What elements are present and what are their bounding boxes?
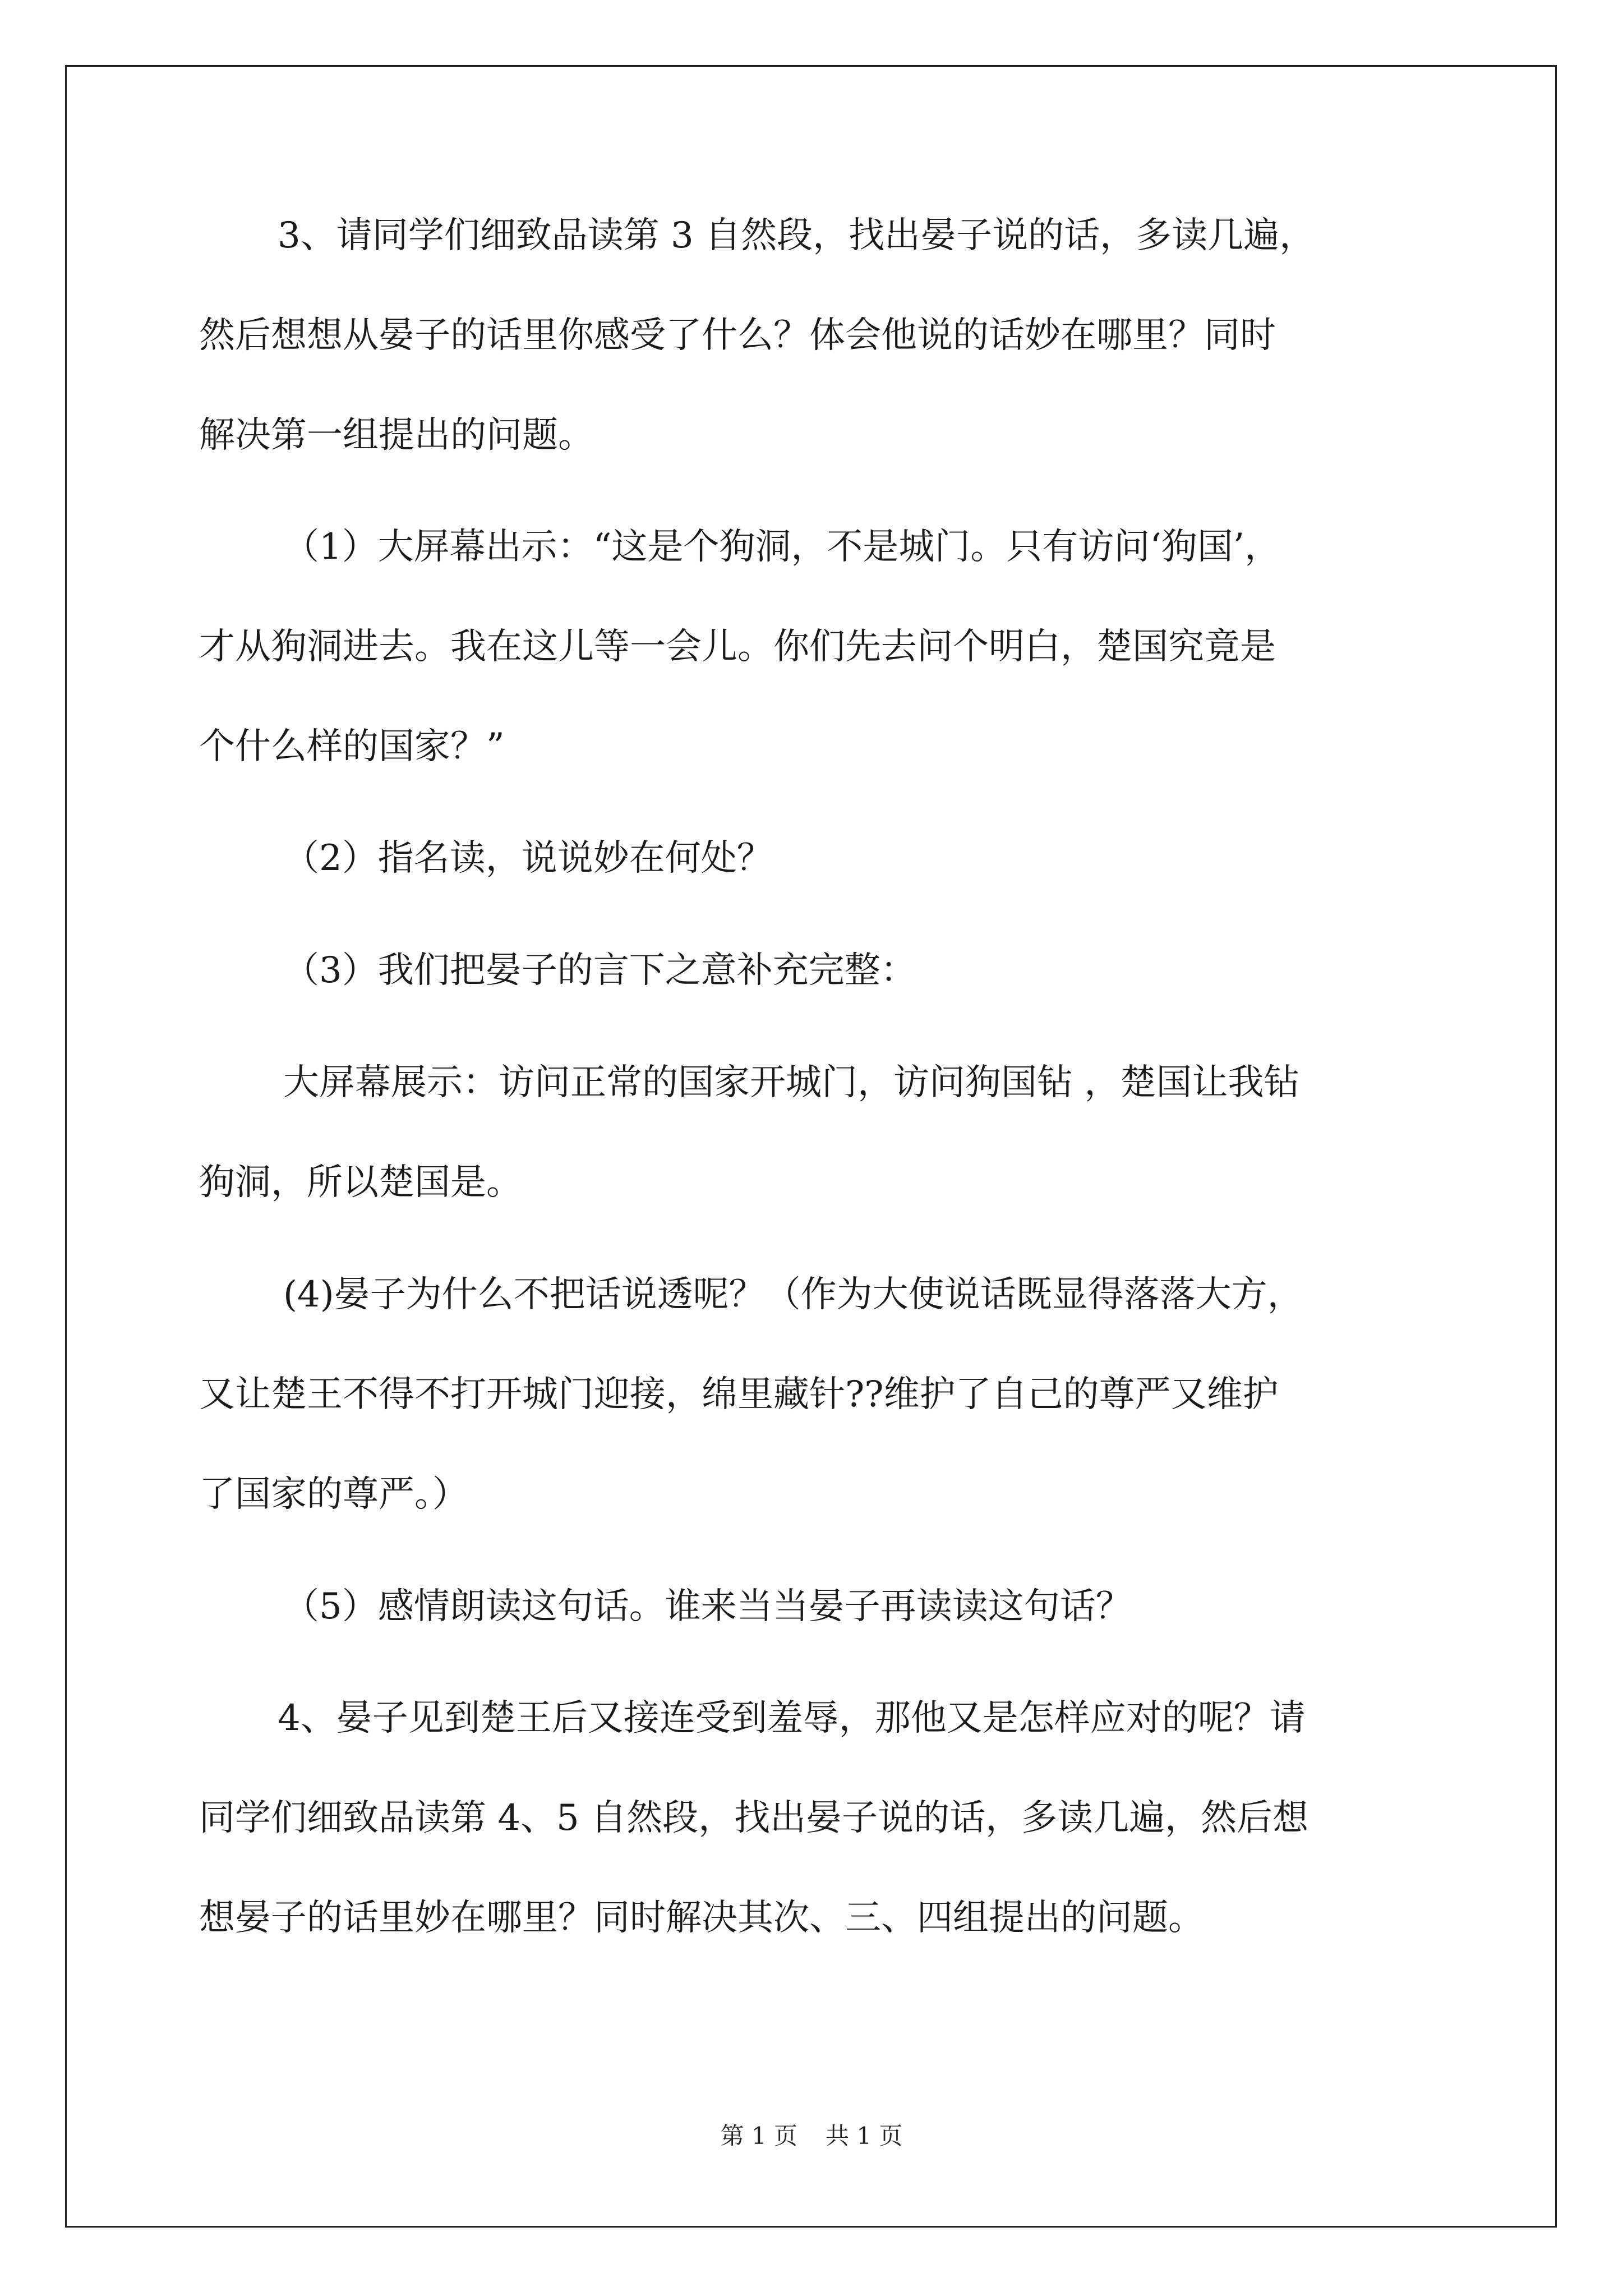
item-1-line-2: 才从狗洞进去。我在这儿等一会儿。你们先去问个明白，楚国究竟是: [199, 626, 1276, 668]
item-4-line-2: 又让楚王不得不打开城门迎接，绵里藏针??维护了自己的尊严又维护: [199, 1374, 1279, 1415]
page-number: 第 1 页: [720, 2122, 797, 2150]
paragraph-4-line-1: 4、晏子见到楚王后又接连受到羞辱，那他又是怎样应对的呢？请: [278, 1697, 1306, 1739]
item-4-line-3: 了国家的尊严。）: [199, 1474, 468, 1515]
paragraph-3-line-3: 解决第一组提出的问题。: [199, 415, 594, 456]
item-2-line: （2）指名读，说说妙在何处？: [283, 838, 773, 879]
paragraph-4-line-3: 想晏子的话里妙在哪里？同时解决其次、三、四组提出的问题。: [199, 1897, 1204, 1939]
page-footer: [0, 2122, 1623, 2150]
paragraph-3-line-2: 然后想想从晏子的话里你感受了什么？体会他说的话妙在哪里？同时: [199, 315, 1276, 356]
screen-display-line-2: 狗洞，所以楚国是。: [199, 1162, 522, 1203]
item-3-line: （3）我们把晏子的言下之意补充完整：: [283, 950, 916, 991]
paragraph-4-line-2: 同学们细致品读第 4、5 自然段，找出晏子说的话，多读几遍，然后想: [199, 1797, 1309, 1839]
page-total: 共 1 页: [826, 2122, 903, 2150]
paragraph-3-line-1: 3、请同学们细致品读第 3 自然段，找出晏子说的话，多读几遍，: [278, 215, 1316, 256]
item-1-line-1: （1）大屏幕出示：“这是个狗洞，不是城门。只有访问‘狗国’，: [283, 526, 1281, 568]
item-5-line: （5）感情朗读这句话。谁来当当晏子再读读这句话？: [283, 1586, 1132, 1627]
item-1-line-3: 个什么样的国家？”: [199, 726, 505, 767]
screen-display-line-1: 大屏幕展示：访问正常的国家开城门，访问狗国钻 ，楚国让我钻: [283, 1062, 1300, 1103]
item-4-line-1: (4)晏子为什么不把话说透呢？（作为大使说话既显得落落大方，: [283, 1274, 1303, 1315]
